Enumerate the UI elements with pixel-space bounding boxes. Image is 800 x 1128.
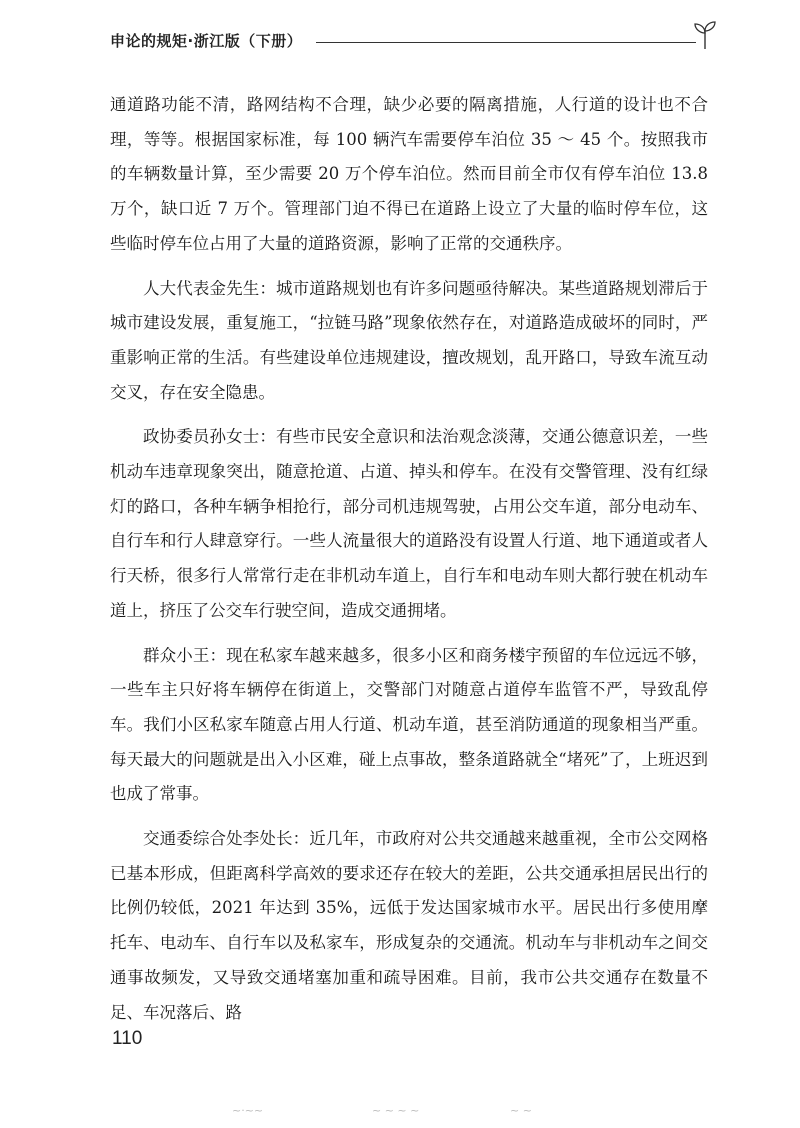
- paragraph-director-li: 交通委综合处李处长：近几年，市政府对公共交通越来越重视，全市公交网格已基本形成，但距离科学高效的要求还存在较大的差距，公共交通承担居民出行的比例仍较低，2021 年达到 35%，远低于发达国家城市水平。居民出行多使用摩托车、电动车、自行车以及私家车，形成复杂的交通流。机动车与非机动车之间交通事故频发，又导致交通堵塞加重和疏导困难。目前，我市公共交通存在数量不足、车况落后、路: [110, 829, 708, 1022]
- paragraph-member-sun: 政协委员孙女士：有些市民安全意识和法治观念淡薄，交通公德意识差，一些机动车违章现象突出，随意抢道、占道、掉头和停车。在没有交警管理、没有红绿灯的路口，各种车辆争相抢行，部分司机违规驾驶，占用公交车道，部分电动车、自行车和行人肆意穿行。一些人流量很大的道路没有设置人行道、地下通道或者人行天桥，很多行人常常行走在非机动车道上，自行车和电动车则大都行驶在机动车道上，挤压了公交车行驶空间，造成交通拥堵。: [110, 427, 708, 620]
- header-rule: [316, 42, 696, 43]
- sprout-icon: [692, 20, 718, 50]
- running-header: [110, 30, 710, 54]
- paragraph-deputy-jin: 人大代表金先生：城市道路规划也有许多问题亟待解决。某些道路规划滞后于城市建设发展，重复施工，“拉链马路”现象依然存在，对道路造成破坏的同时，严重影响正常的生活。有些建设单位违规建设，擅改规划，乱开路口，导致车流互动交叉，存在安全隐患。: [110, 278, 708, 402]
- scan-smudge: ~ ~: [510, 1104, 532, 1117]
- body-text: [110, 88, 708, 1040]
- scan-smudge: ~·~~: [232, 1104, 264, 1117]
- scan-artifact: [0, 1102, 800, 1122]
- paragraph-continued: 通道路功能不清，路网结构不合理，缺少必要的隔离措施，人行道的设计也不合理，等等。根据国家标准，每 100 辆汽车需要停车泊位 35 ～ 45 个。按照我市的车辆数量计算，至少需要 20 万个停车泊位。然而目前全市仅有停车泊位 13.8 万个，缺口近 7 万个。管理部门迫不得已在道路上设立了大量的临时停车位，这些临时停车位占用了大量的道路资源，影响了正常的交通秩序。: [110, 95, 708, 253]
- paragraph-citizen-wang: 群众小王：现在私家车越来越多，很多小区和商务楼宇预留的车位远远不够，一些车主只好将车辆停在街道上，交警部门对随意占道停车监管不严，导致乱停车。我们小区私家车随意占用人行道、机动车道，甚至消防通道的现象相当严重。每天最大的问题就是出入小区难，碰上点事故，整条道路就全“堵死”了，上班迟到也成了常事。: [110, 645, 708, 804]
- scan-smudge: ~ ~ ~ ~: [372, 1104, 420, 1117]
- header-title: 申论的规矩·浙江版（下册）: [110, 32, 303, 50]
- page-number: 110: [112, 1028, 143, 1049]
